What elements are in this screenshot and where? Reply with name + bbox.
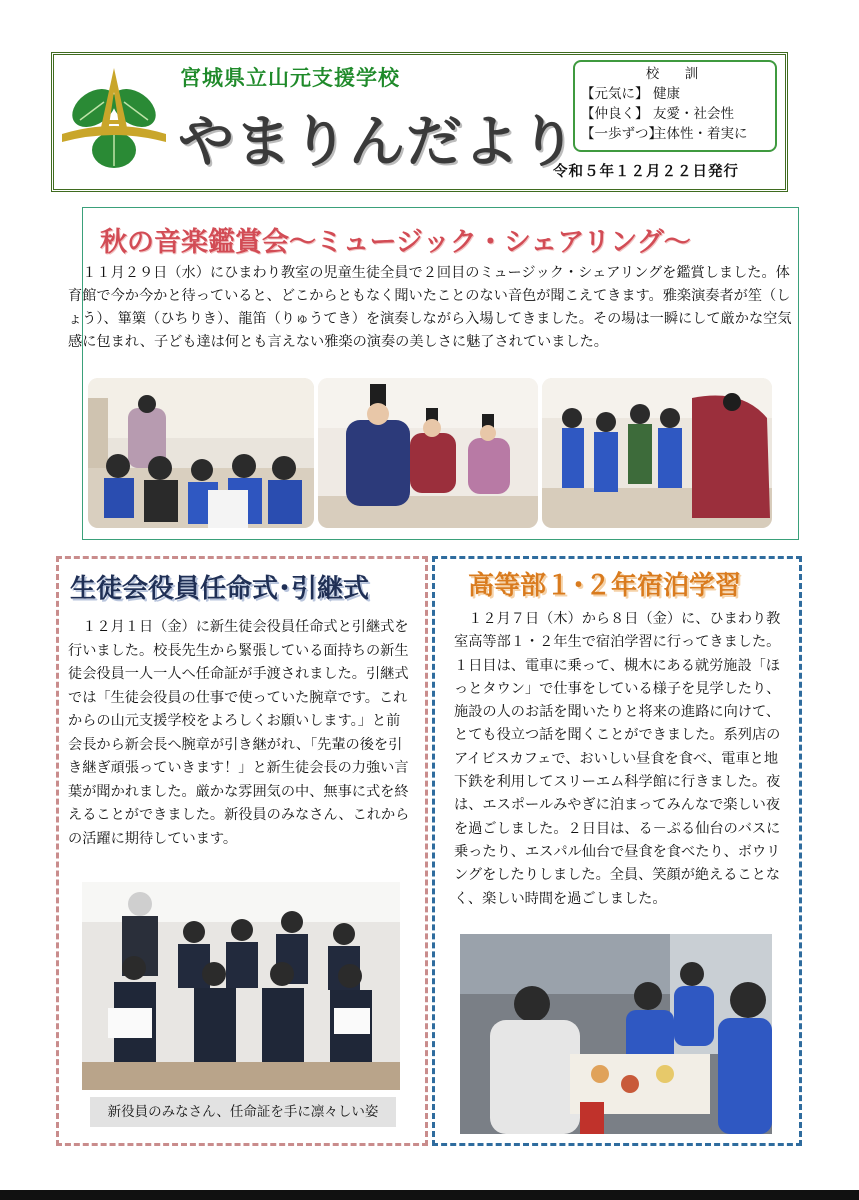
school-logo-icon — [58, 62, 170, 174]
motto-value: 主体性・着実に — [653, 126, 748, 142]
council-body: １２月１日（金）に新生徒会役員任命式と引継式を行いました。校長先生から緊張している面持ちの新生徒会役員一人一人へ任命証が手渡されました。引継式では「生徒会役員の仕事で使っていた腕章です。これからの山元支援学校をよろしくお願いします。」と前会長から新会長へ腕章が引き継がれ、「先輩の後を引き継ぎ頑張っていきます！」と新生徒会長の力強い言葉が聞かれました。厳かな雰囲気の中、無事に式を終えることができました。新役員のみなさん、これからの活躍に期待しています。 — [68, 619, 410, 847]
motto-value: 友愛・社会性 — [653, 106, 734, 122]
council-members-photo — [82, 882, 400, 1090]
council-article-text — [68, 616, 413, 851]
motto-row — [581, 124, 769, 144]
gagaku-audience-photo — [88, 378, 314, 528]
trip-article-text — [454, 608, 784, 911]
motto-value: 健康 — [653, 86, 680, 102]
school-motto-box — [573, 60, 777, 152]
trip-lunch-photo — [460, 934, 772, 1134]
motto-row — [581, 104, 769, 124]
school-name: 宮城県立山元支援学校 — [180, 66, 400, 90]
gagaku-dance-photo — [542, 378, 772, 528]
page-bottom-bar — [0, 1190, 859, 1200]
motto-title: 校 訓 — [645, 66, 705, 82]
music-heading: 秋の音楽鑑賞会～ミュージック・シェアリング～ — [100, 227, 691, 258]
music-article-text — [68, 262, 792, 354]
motto-key: 【一歩ずつ】 — [581, 126, 662, 142]
motto-key: 【仲良く】 — [581, 106, 649, 122]
newsletter-title: やまりんだより — [178, 110, 577, 175]
trip-body: １２月７日（木）から８日（金）に、ひまわり教室高等部１・２年生で宿泊学習に行ってきました。１日目は、電車に乗って、槻木にある就労施設「ほっとタウン」で仕事をしている様子を見学したり、施設の人のお話を聞いたりと将来の進路に向けて、とても役立つ話を聞くことができました。系列店のアイビスカフェで、おいしい昼食を食べ、電車と地下鉄を利用してスリーエム科学館に行きました。夜は、エスポールみやぎに泊まってみんなで楽しい夜を過ごしました。２日目は、る－ぷる仙台のバスに乗ったり、エスパル仙台で昼食を食べたり、ボウリングをしたりしました。全員、笑顔が絶えることなく、楽しい時間を過ごしました。 — [454, 611, 781, 907]
council-heading: 生徒会役員任命式･引継式 — [70, 574, 370, 604]
motto-row — [581, 84, 769, 104]
trip-heading: 高等部１･２年宿泊学習 — [468, 571, 742, 601]
music-body: １１月２９日（水）にひまわり教室の児童生徒全員で２回目のミュージック・シェアリングを鑑賞しました。体育館で今か今かと待っていると、どこからともなく聞いたことのない音色が聞こえてきます。雅楽演奏者が笙（しょう）、篳篥（ひちりき）、龍笛（りゅうてき）を演奏しながら入場してきました。その場は一瞬にして厳かな空気感に包まれ、子ども達は何とも言えない雅楽の演奏の美しさに魅了されていました。 — [68, 265, 792, 350]
issue-date: 令和５年１２月２２日発行 — [553, 164, 739, 180]
council-photo-caption: 新役員のみなさん、任命証を手に凛々しい姿 — [90, 1097, 396, 1127]
motto-key: 【元気に】 — [581, 86, 649, 102]
gagaku-performers-photo — [318, 378, 538, 528]
